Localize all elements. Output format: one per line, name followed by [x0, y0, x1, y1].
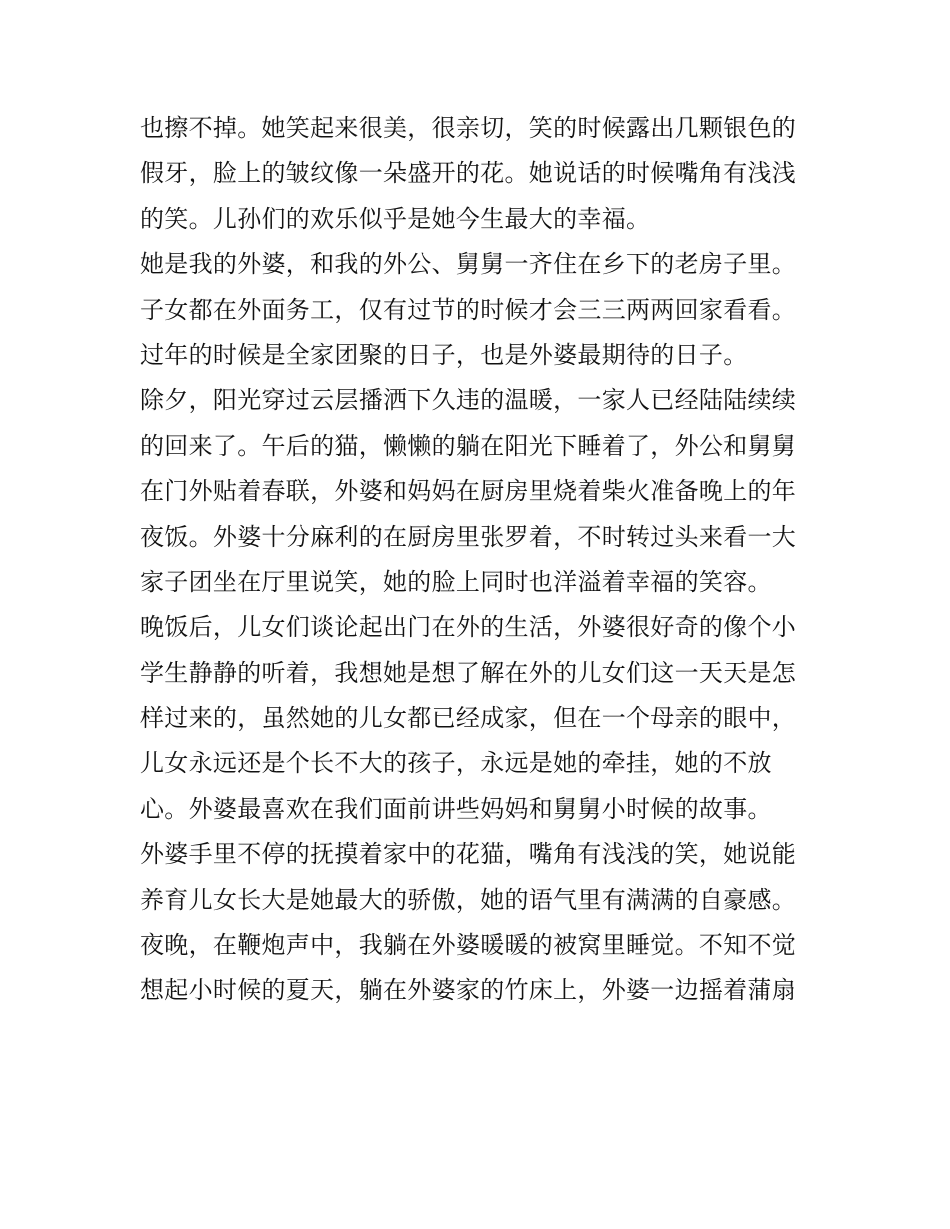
text-line: 晚饭后，儿女们谈论起出门在外的生活，外婆很好奇的像个小 — [140, 613, 797, 642]
text-line: 外婆手里不停的抚摸着家中的花猫，嘴角有浅浅的笑，她说能 — [140, 840, 797, 869]
text-line: 假牙，脸上的皱纹像一朵盛开的花。她说话的时候嘴角有浅浅 — [140, 159, 797, 188]
text-line: 在门外贴着春联，外婆和妈妈在厨房里烧着柴火准备晚上的年 — [140, 477, 797, 506]
text-line: 想起小时候的夏天，躺在外婆家的竹床上，外婆一边摇着蒲扇 — [140, 976, 797, 1005]
text-line: 儿女永远还是个长不大的孩子，永远是她的牵挂，她的不放 — [140, 749, 772, 778]
text-line: 家子团坐在厅里说笑，她的脸上同时也洋溢着幸福的笑容。 — [140, 567, 772, 596]
text-line: 子女都在外面务工，仅有过节的时候才会三三两两回家看看。 — [140, 295, 797, 324]
text-line: 除夕，阳光穿过云层播洒下久违的温暖，一家人已经陆陆续续 — [140, 386, 797, 415]
text-line: 她是我的外婆，和我的外公、舅舅一齐住在乡下的老房子里。 — [140, 250, 797, 279]
text-line: 的回来了。午后的猫，懒懒的躺在阳光下睡着了，外公和舅舅 — [140, 431, 797, 460]
text-line: 过年的时候是全家团聚的日子，也是外婆最期待的日子。 — [140, 340, 748, 369]
text-line: 的笑。儿孙们的欢乐似乎是她今生最大的幸福。 — [140, 204, 651, 233]
text-line: 心。外婆最喜欢在我们面前讲些妈妈和舅舅小时候的故事。 — [140, 794, 772, 823]
text-line: 夜晚，在鞭炮声中，我躺在外婆暖暖的被窝里睡觉。不知不觉 — [140, 931, 797, 960]
text-line: 夜饭。外婆十分麻利的在厨房里张罗着，不时转过头来看一大 — [140, 522, 797, 551]
text-line: 也擦不掉。她笑起来很美，很亲切，笑的时候露出几颗银色的 — [140, 114, 797, 142]
document-body-text — [140, 106, 830, 1014]
text-line: 样过来的，虽然她的儿女都已经成家，但在一个母亲的眼中， — [140, 704, 797, 733]
text-line: 学生静静的听着，我想她是想了解在外的儿女们这一天天是怎 — [140, 658, 797, 687]
text-line: 养育儿女长大是她最大的骄傲，她的语气里有满满的自豪感。 — [140, 885, 797, 914]
